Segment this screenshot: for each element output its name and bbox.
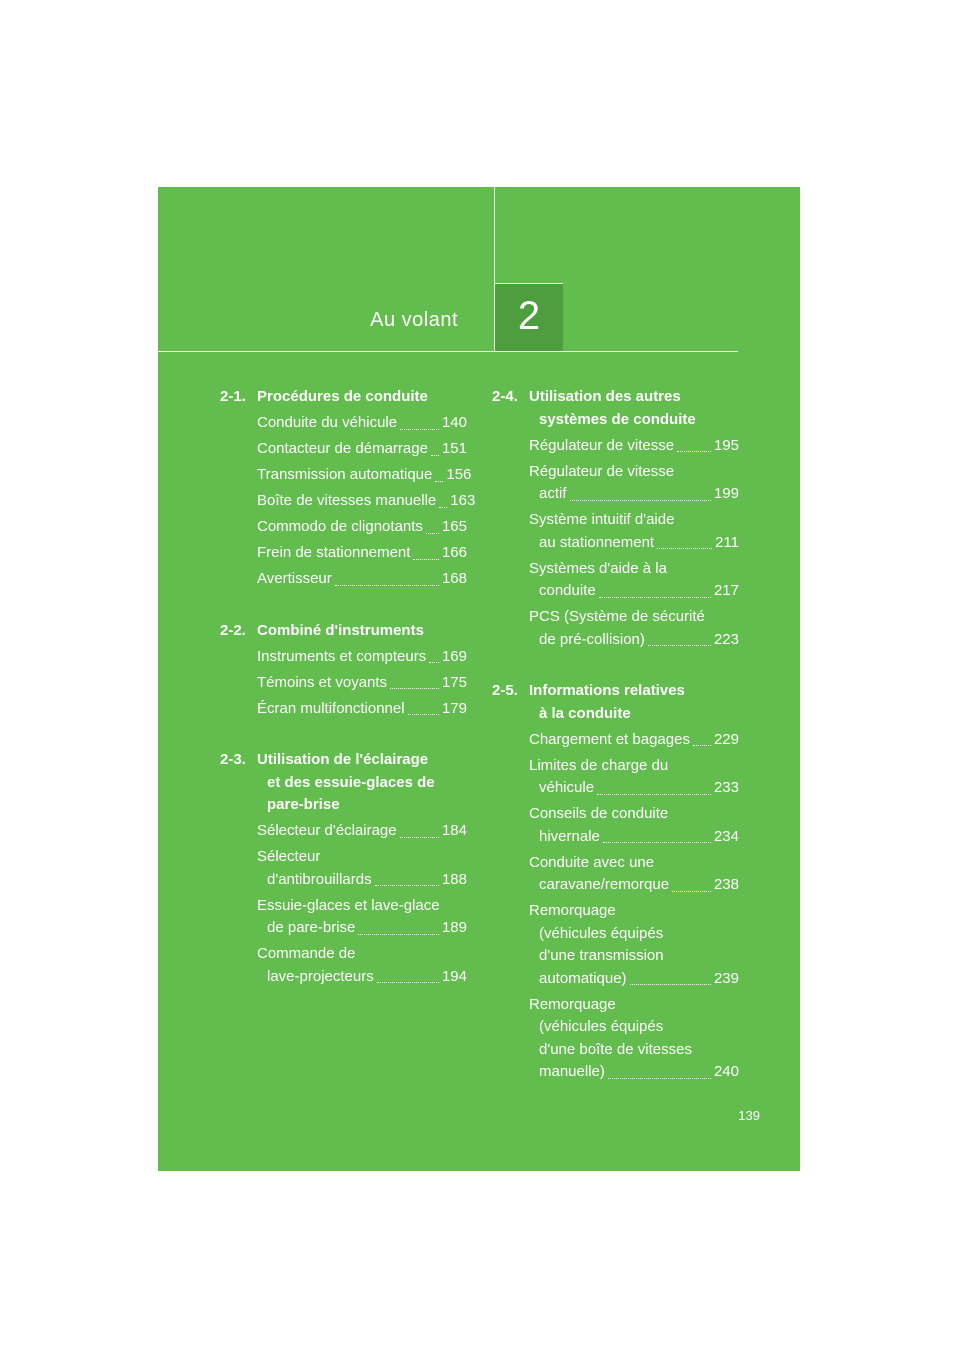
toc-entry[interactable]: [257, 646, 467, 669]
entry-line: [257, 869, 467, 892]
section-title-line: Utilisation de l'éclairage: [257, 751, 429, 768]
entry-text: [529, 558, 739, 603]
dot-leader: [431, 455, 439, 456]
entry-line: [529, 509, 739, 532]
entry-line-text: au stationnement: [539, 533, 655, 551]
entry-line: [529, 435, 739, 458]
entry-line-text: Commande de: [257, 945, 356, 962]
entry-text: [529, 900, 739, 990]
section-entries: [492, 435, 739, 652]
entry-page: 211: [715, 533, 739, 551]
entry-line: [257, 568, 467, 591]
entry-line: [529, 826, 739, 849]
entry-text: [529, 461, 739, 506]
dot-leader: [570, 500, 711, 501]
entry-text: [529, 435, 739, 458]
toc-entry[interactable]: [529, 900, 739, 990]
toc-entry[interactable]: [257, 490, 476, 513]
entry-page: 166: [441, 544, 467, 561]
entry-line-text: Limites de charge du: [529, 756, 669, 774]
entry-line: [257, 490, 476, 513]
entry-line-text: conduite: [539, 582, 596, 599]
entry-line-text: d'antibrouillards: [267, 870, 372, 888]
dot-leader: [599, 597, 711, 598]
entry-line-text: Boîte de vitesses manuelle: [257, 492, 437, 509]
toc-entry[interactable]: [257, 672, 467, 695]
entry-line-text: Sélecteur: [257, 848, 321, 865]
entry-text: [529, 803, 739, 848]
entry-page: 239: [713, 969, 739, 987]
entry-text: [257, 646, 467, 669]
entry-line: [529, 1016, 739, 1039]
entry-line-text: Frein de stationnement: [257, 544, 411, 561]
entry-page: 165: [441, 518, 467, 535]
entry-line-text: lave-projecteurs: [267, 967, 374, 985]
entry-line: [529, 532, 739, 555]
toc-entry[interactable]: [529, 803, 739, 848]
entry-page: 156: [446, 466, 472, 483]
section-number: 2-4.: [492, 388, 518, 405]
entry-text: [257, 846, 467, 891]
entry-text: [257, 568, 467, 591]
entry-line: [529, 777, 739, 800]
entry-page: 238: [713, 876, 739, 893]
dot-leader: [429, 662, 439, 663]
entry-line: [529, 483, 739, 506]
entry-line-text: d'une transmission: [539, 947, 664, 964]
section-title-line: Utilisation des autres: [529, 388, 681, 405]
section-number: 2-5.: [492, 682, 518, 699]
entry-text: [529, 994, 739, 1084]
toc-entry[interactable]: [257, 943, 467, 988]
section-title-line: pare-brise: [267, 796, 340, 813]
dot-leader: [608, 1078, 711, 1079]
entry-line: [257, 412, 467, 435]
toc-section: [220, 620, 467, 721]
dot-leader: [630, 984, 711, 985]
entry-line-text: véhicule: [539, 779, 595, 796]
section-heading: [492, 680, 739, 725]
entry-line: [529, 606, 739, 629]
toc-entry[interactable]: [529, 755, 739, 800]
dot-leader: [672, 891, 711, 892]
section-title: [529, 386, 739, 431]
entry-line-text: caravane/remorque: [539, 876, 670, 893]
entry-line-text: (véhicules équipés: [539, 924, 664, 942]
entry-line: [257, 966, 467, 989]
toc-entry[interactable]: [257, 568, 467, 591]
entry-line: [529, 755, 739, 778]
entry-line-text: Instruments et compteurs: [257, 647, 427, 665]
entry-text: [529, 852, 739, 897]
entry-line: [529, 968, 739, 991]
dot-leader: [408, 714, 439, 715]
toc-column-right: [492, 386, 739, 1113]
section-title: [257, 620, 467, 643]
section-heading: [220, 386, 467, 409]
entry-line-text: d'une boîte de vitesses: [539, 1040, 692, 1058]
dot-leader: [400, 429, 439, 430]
section-title: [257, 749, 467, 817]
section-heading: [492, 386, 739, 431]
entry-page: 179: [441, 699, 467, 717]
entry-text: [257, 438, 467, 461]
section-number: 2-3.: [220, 751, 246, 768]
entry-line-text: Systèmes d'aide à la: [529, 559, 667, 577]
entry-text: [529, 606, 739, 651]
entry-page: 195: [713, 436, 739, 454]
entry-line: [529, 729, 739, 752]
entry-text: [257, 895, 467, 940]
entry-line: [257, 672, 467, 695]
section-title-line: Combiné d'instruments: [257, 621, 424, 639]
entry-line-text: Régulateur de vitesse: [529, 462, 675, 480]
dot-leader: [648, 645, 711, 646]
toc-section: [220, 749, 467, 988]
toc-entry[interactable]: [529, 994, 739, 1084]
entry-text: [257, 542, 467, 565]
section-title: [257, 386, 467, 409]
chapter-title: Au volant: [370, 309, 458, 331]
entry-page: 184: [441, 822, 467, 839]
divider-horizontal: [158, 351, 738, 352]
toc-entry[interactable]: [529, 852, 739, 897]
toc-entry[interactable]: [257, 438, 467, 461]
entry-line-text: Contacteur de démarrage: [257, 440, 428, 457]
section-title-line: Informations relatives: [529, 682, 685, 699]
entry-line-text: Commodo de clignotants: [257, 518, 423, 535]
entry-line: [529, 945, 739, 968]
entry-line-text: de pré-collision): [539, 630, 645, 648]
dot-leader: [377, 982, 439, 983]
entry-page: 217: [713, 582, 739, 599]
entry-line-text: Témoins et voyants: [257, 673, 388, 691]
entry-line-text: automatique): [539, 969, 627, 987]
entry-line: [257, 846, 467, 869]
dot-leader: [375, 885, 439, 886]
entry-line: [529, 461, 739, 484]
entry-text: [529, 755, 739, 800]
entry-page: 140: [441, 414, 467, 431]
entry-text: [257, 516, 467, 539]
entry-text: [257, 412, 467, 435]
section-title-line: Procédures de conduite: [257, 388, 428, 405]
toc-entry[interactable]: [257, 464, 472, 487]
entry-text: [257, 943, 467, 988]
section-entries: [220, 412, 476, 591]
entry-line-text: Régulateur de vitesse: [529, 436, 675, 454]
dot-leader: [657, 548, 712, 549]
entry-line-text: Chargement et bagages: [529, 730, 690, 748]
entry-line: [257, 698, 467, 721]
toc-section: [220, 386, 476, 591]
toc-entry[interactable]: [529, 606, 739, 651]
toc-entry[interactable]: [257, 542, 467, 565]
entry-line: [529, 803, 739, 826]
section-title-line: systèmes de conduite: [539, 410, 696, 428]
entry-line-text: Essuie-glaces et lave-glace: [257, 896, 440, 914]
entry-line-text: hivernale: [539, 827, 600, 845]
section-entries: [220, 646, 467, 721]
entry-page: 240: [713, 1063, 739, 1080]
entry-text: [257, 490, 476, 513]
entry-line-text: manuelle): [539, 1063, 605, 1080]
entry-line-text: actif: [539, 485, 567, 502]
entry-page: 169: [441, 647, 467, 665]
dot-leader: [439, 507, 447, 508]
entry-page: 189: [441, 919, 467, 936]
entry-line: [257, 646, 467, 669]
dot-leader: [603, 842, 711, 843]
dot-leader: [426, 533, 439, 534]
entry-text: [529, 729, 739, 752]
entry-line: [257, 820, 467, 843]
chapter-number-box: [494, 283, 563, 351]
entry-line: [529, 874, 739, 897]
entry-line: [529, 558, 739, 581]
entry-text: [257, 820, 467, 843]
entry-text: [257, 672, 467, 695]
entry-line: [529, 994, 739, 1017]
dot-leader: [400, 837, 439, 838]
toc-entry[interactable]: [257, 820, 467, 843]
chapter-number: 2: [517, 294, 541, 338]
toc-entry[interactable]: [529, 729, 739, 752]
section-heading: [220, 620, 467, 643]
section-entries: [220, 820, 467, 988]
entry-line-text: PCS (Système de sécurité: [529, 608, 705, 625]
toc-entry[interactable]: [529, 558, 739, 603]
entry-line: [529, 852, 739, 875]
dot-leader: [413, 559, 439, 560]
toc-entry[interactable]: [529, 461, 739, 506]
entry-line: [257, 542, 467, 565]
section-number: 2-1.: [220, 388, 246, 405]
entry-line-text: Conduite du véhicule: [257, 414, 398, 431]
entry-line: [529, 580, 739, 603]
toc-entry[interactable]: [529, 509, 739, 554]
entry-line-text: Avertisseur: [257, 570, 332, 587]
toc-entry[interactable]: [257, 698, 467, 721]
dot-leader: [435, 481, 443, 482]
entry-line: [529, 629, 739, 652]
entry-page: 151: [441, 440, 467, 457]
section-heading: [220, 749, 467, 817]
entry-page: 168: [441, 570, 467, 587]
toc-entry[interactable]: [257, 516, 467, 539]
entry-line: [529, 900, 739, 923]
toc-entry[interactable]: [529, 435, 739, 458]
toc-entry[interactable]: [257, 895, 467, 940]
entry-line-text: de pare-brise: [267, 919, 356, 936]
entry-line-text: Transmission automatique: [257, 466, 433, 483]
entry-line-text: (véhicules équipés: [539, 1018, 664, 1035]
entry-text: [529, 509, 739, 554]
entry-page: 194: [441, 967, 467, 985]
entry-line: [257, 917, 467, 940]
entry-line-text: Écran multifonctionnel: [257, 699, 405, 717]
entry-page: 223: [713, 630, 739, 648]
toc-column-left: [220, 386, 476, 1017]
toc-section: [492, 680, 739, 1084]
entry-text: [257, 464, 472, 487]
entry-line: [529, 1061, 739, 1084]
page-number: 139: [738, 1108, 760, 1123]
entry-line: [529, 1039, 739, 1062]
entry-page: 163: [450, 492, 476, 509]
chapter-page: [158, 187, 800, 1171]
entry-page: 233: [713, 779, 739, 796]
toc-section: [492, 386, 739, 651]
entry-line-text: Remorquage: [529, 902, 616, 919]
section-title-line: à la conduite: [539, 704, 631, 722]
toc-entry[interactable]: [257, 846, 467, 891]
entry-page: 229: [713, 730, 739, 748]
entry-line: [257, 438, 467, 461]
entry-line: [257, 464, 472, 487]
section-title-line: et des essuie-glaces de: [267, 773, 435, 791]
entry-line: [529, 923, 739, 946]
dot-leader: [693, 745, 711, 746]
dot-leader: [358, 934, 439, 935]
dot-leader: [597, 794, 711, 795]
entry-line-text: Sélecteur d'éclairage: [257, 822, 397, 839]
entry-line-text: Conduite avec une: [529, 853, 655, 871]
dot-leader: [677, 451, 711, 452]
entry-text: [257, 698, 467, 721]
toc-entry[interactable]: [257, 412, 467, 435]
dot-leader: [335, 585, 439, 586]
section-entries: [492, 729, 739, 1084]
entry-line-text: Conseils de conduite: [529, 805, 669, 822]
entry-page: 234: [713, 827, 739, 845]
entry-line-text: Remorquage: [529, 995, 616, 1013]
entry-page: 199: [713, 485, 739, 502]
entry-line: [257, 895, 467, 918]
entry-line-text: Système intuitif d'aide: [529, 511, 675, 528]
entry-line: [257, 516, 467, 539]
dot-leader: [390, 688, 439, 689]
entry-line: [257, 943, 467, 966]
entry-page: 175: [441, 673, 467, 691]
section-number: 2-2.: [220, 621, 246, 639]
entry-page: 188: [441, 870, 467, 888]
section-title: [529, 680, 739, 725]
